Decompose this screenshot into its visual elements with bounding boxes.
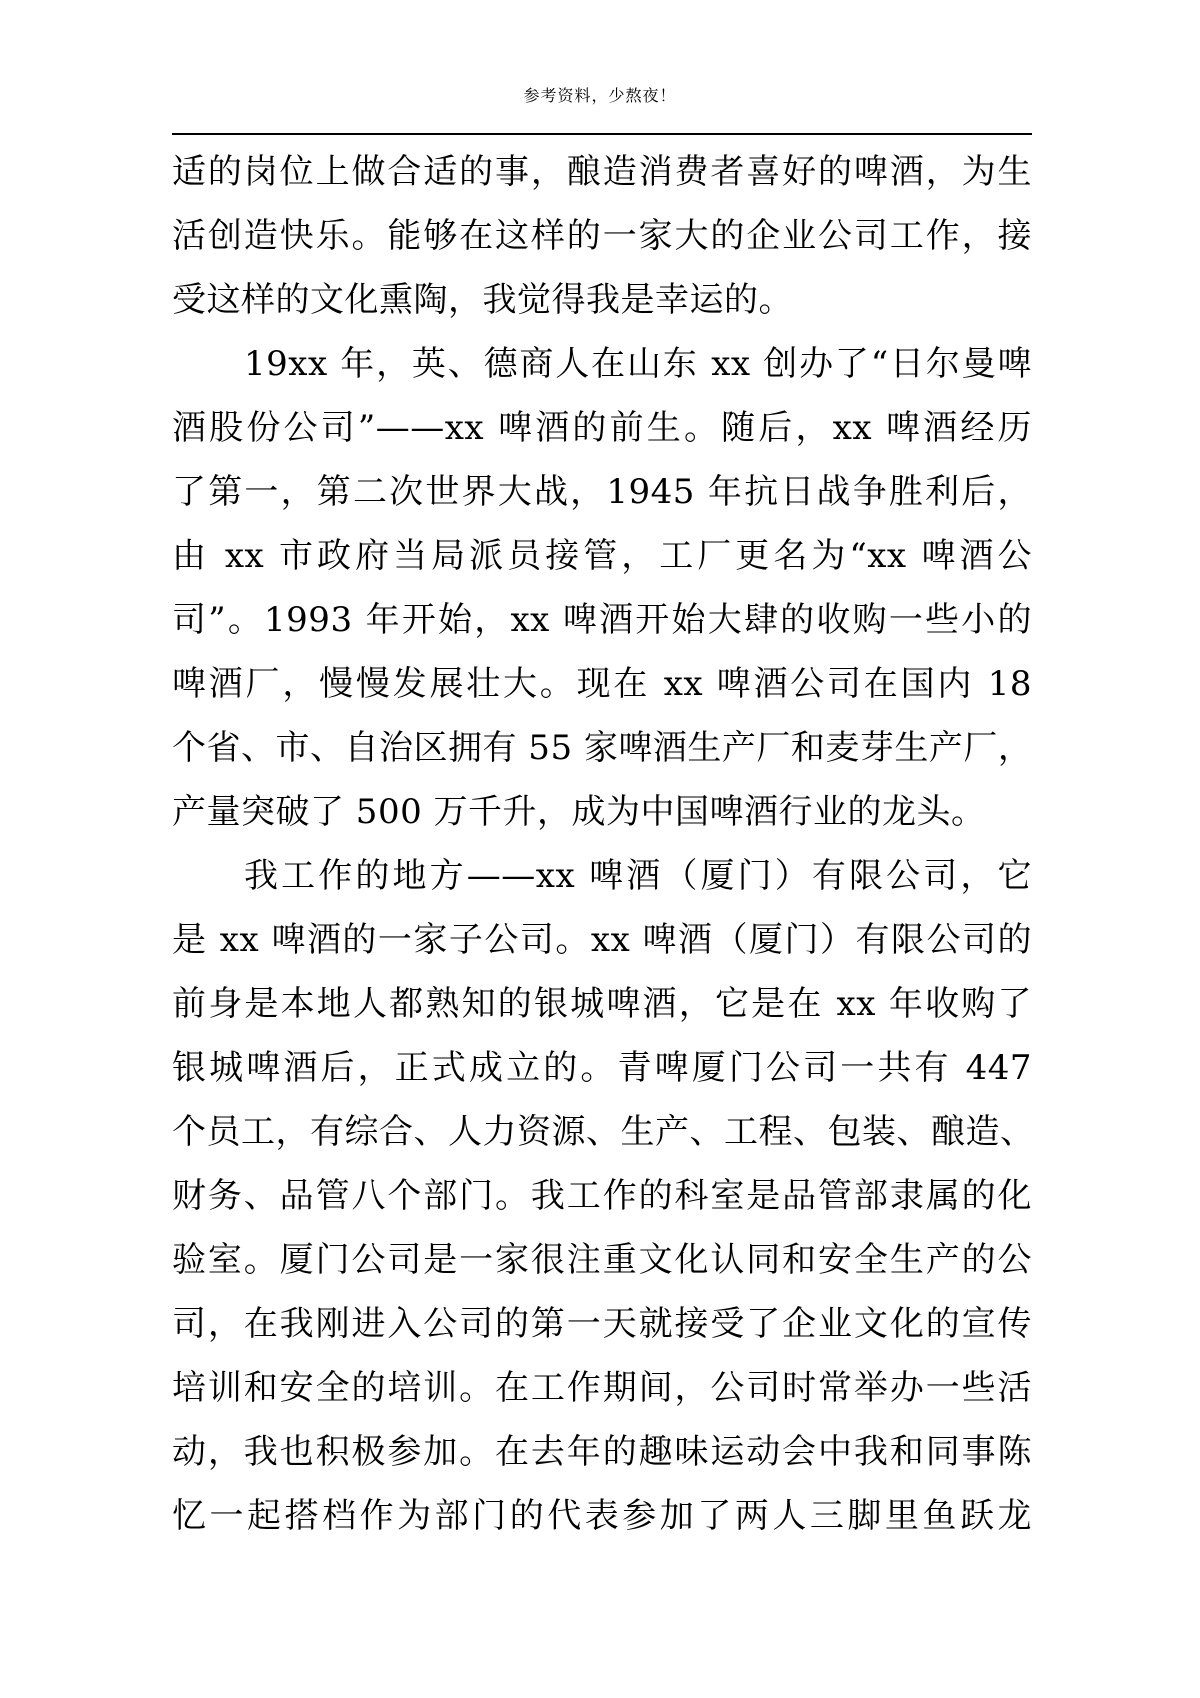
text-line: 银城啤酒后，正式成立的。青啤厦门公司一共有 447 [172, 1048, 1032, 1088]
text-line: 是 xx 啤酒的一家子公司。xx 啤酒（厦门）有限公司的 [172, 920, 1032, 960]
paragraph-1 [172, 140, 1032, 332]
text-line: 受这样的文化熏陶，我觉得我是幸运的。 [172, 280, 793, 320]
text-line: 适的岗位上做合适的事，酿造消费者喜好的啤酒，为生 [172, 152, 1032, 192]
text-line: 司”。1993 年开始，xx 啤酒开始大肆的收购一些小的 [172, 600, 1032, 640]
text-line: 个省、市、自治区拥有 55 家啤酒生产厂和麦芽生产厂， [172, 728, 1033, 768]
text-line: 产量突破了 500 万千升，成为中国啤酒行业的龙头。 [172, 792, 986, 832]
header-divider [172, 133, 1032, 135]
text-line: 培训和安全的培训。在工作期间，公司时常举办一些活 [172, 1368, 1032, 1408]
paragraph-3 [172, 844, 1035, 1548]
text-line: 了第一，第二次世界大战，1945 年抗日战争胜利后， [172, 472, 1032, 512]
text-line: 活创造快乐。能够在这样的一家大的企业公司工作，接 [172, 216, 1032, 256]
text-line: 忆一起搭档作为部门的代表参加了两人三脚里鱼跃龙 [172, 1496, 1032, 1536]
page-header: 参考资料，少熬夜！ [523, 86, 677, 105]
text-line: 财务、品管八个部门。我工作的科室是品管部隶属的化 [172, 1176, 1032, 1216]
paragraph-2 [172, 332, 1032, 844]
document-body [172, 140, 1035, 1548]
text-line: 19xx 年，英、德商人在山东 xx 创办了“日尔曼啤 [244, 344, 1032, 384]
text-line: 司，在我刚进入公司的第一天就接受了企业文化的宣传 [172, 1304, 1032, 1344]
text-line: 动，我也积极参加。在去年的趣味运动会中我和同事陈 [172, 1432, 1032, 1472]
text-line: 我工作的地方——xx 啤酒（厦门）有限公司，它 [244, 856, 1032, 896]
text-line: 酒股份公司”——xx 啤酒的前生。随后，xx 啤酒经历 [172, 408, 1032, 448]
text-line: 前身是本地人都熟知的银城啤酒，它是在 xx 年收购了 [172, 984, 1032, 1024]
text-line: 啤酒厂，慢慢发展壮大。现在 xx 啤酒公司在国内 18 [172, 664, 1032, 704]
text-line: 验室。厦门公司是一家很注重文化认同和安全生产的公 [172, 1240, 1032, 1280]
text-line: 由 xx 市政府当局派员接管，工厂更名为“xx 啤酒公 [172, 536, 1032, 576]
text-line: 个员工，有综合、人力资源、生产、工程、包装、酿造、 [172, 1112, 1035, 1152]
